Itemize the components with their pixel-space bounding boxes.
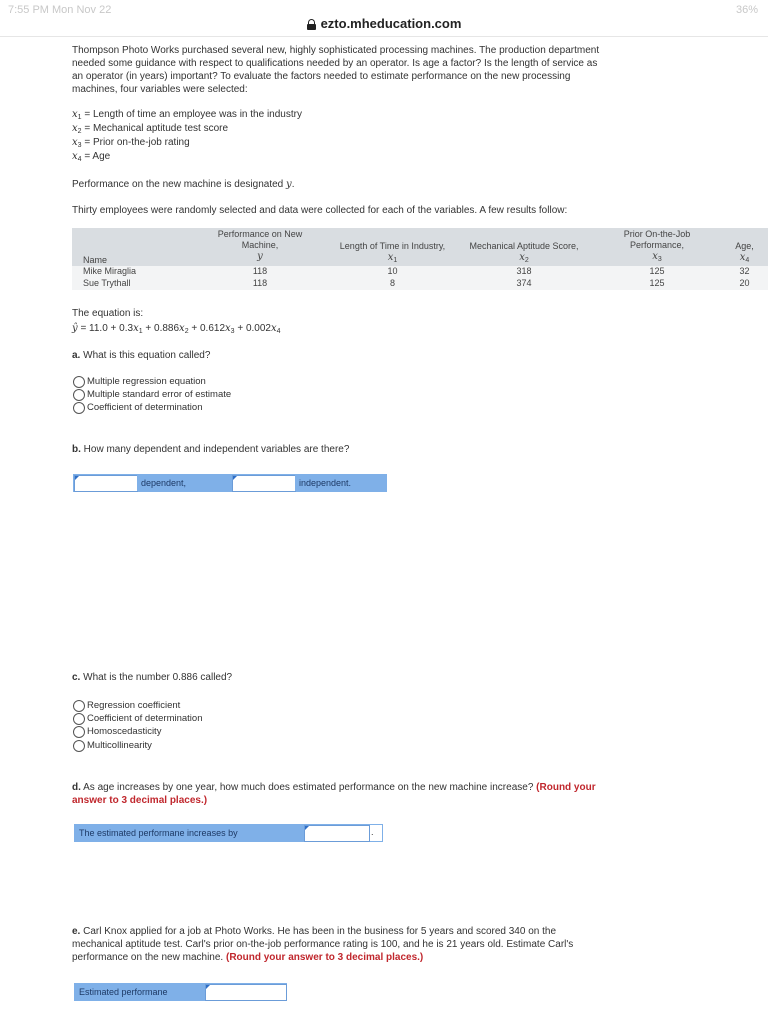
header-mechanical: Mechanical Aptitude Score, $x_2$	[469, 241, 579, 264]
header-age: Age, $x_4$	[735, 241, 754, 264]
table-cell-name: Sue Trythall	[83, 278, 131, 288]
radio-option-a1[interactable]	[73, 376, 85, 388]
variable-x2: $x_2$ = Mechanical aptitude test score	[72, 123, 229, 135]
radio-label-a1[interactable]: Multiple regression equation	[87, 376, 206, 387]
header-prior: Prior On-the-Job Performance, $x_3$	[623, 229, 691, 263]
estimated-increase-input[interactable]	[304, 825, 370, 842]
input-marker-icon	[233, 476, 237, 480]
radio-label-c3[interactable]: Homoscedasticity	[87, 726, 162, 737]
variable-x4: $x_4$ = Age	[72, 151, 111, 163]
regression-equation: ŷ = $11.0 + 0.3x_1 + 0.886x_2 + 0.612x_3 + 0.002x_4$	[72, 323, 281, 335]
question-e: e. Carl Knox applied for a job at Photo Works. He has been in the business for 5 years and scored 340 on the mechanical aptitude test. Carl's prior on-the-job performance rating is 100, and he is 21 years old. Estimate Carl's performance on the new machine. (Round your answer to 3 decimal places.)	[72, 926, 574, 963]
table-cell-x4: 32	[739, 266, 750, 276]
dependent-count-input[interactable]	[74, 475, 138, 492]
header-name: Name	[83, 255, 108, 265]
estimated-performance-label: Estimated performane	[75, 984, 205, 1000]
table-cell-x2: 318	[516, 266, 532, 276]
equation-label: The equation is:	[72, 308, 144, 319]
status-time: 7:55 PM Mon Nov 22	[8, 4, 112, 16]
table-cell-x4: 20	[739, 278, 750, 288]
question-c: c. What is the number 0.886 called?	[72, 672, 233, 683]
table-cell-x3: 125	[649, 266, 665, 276]
radio-option-c2[interactable]	[73, 713, 85, 725]
radio-option-a2[interactable]	[73, 389, 85, 401]
variable-x1: $x_1$ = Length of time an employee was in the industry	[72, 109, 302, 121]
radio-option-c1[interactable]	[73, 700, 85, 712]
radio-label-c4[interactable]: Multicollinearity	[87, 740, 152, 751]
input-marker-icon	[75, 476, 79, 480]
radio-option-c4[interactable]	[73, 740, 85, 752]
performance-note: Performance on the new machine is designated y.	[72, 179, 295, 190]
radio-option-c3[interactable]	[73, 726, 85, 738]
url-text: ezto.mheducation.com	[320, 16, 462, 31]
estimated-increase-label: The estimated performane increases by	[75, 825, 304, 841]
question-b: b. How many dependent and independent variables are there?	[72, 444, 350, 455]
table-cell-y: 118	[252, 278, 268, 288]
independent-count-input[interactable]	[232, 475, 296, 492]
table-cell-x1: 10	[387, 266, 398, 276]
radio-label-c1[interactable]: Regression coefficient	[87, 700, 181, 711]
question-a: a. What is this equation called?	[72, 350, 211, 361]
intro-paragraph: Thompson Photo Works purchased several new, highly sophisticated processing machines. The production department needed some guidance with respect to qualifications needed by an operator. Is age a factor? Is the length of service as an operator (in years) important? To evaluate the factors needed to estimate performance on the new processing machines, four variables were selected:	[72, 45, 600, 95]
header-length: Length of Time in Industry, $x_1$	[339, 241, 446, 264]
variable-x3: $x_3$ = Prior on-the-job rating	[72, 137, 190, 149]
header-performance: Performance on New Machine, y	[217, 229, 303, 262]
table-cell-name: Mike Miraglia	[83, 266, 137, 276]
table-cell-x3: 125	[649, 278, 665, 288]
table-cell-x2: 374	[516, 278, 532, 288]
lock-icon	[307, 19, 316, 29]
radio-label-c2[interactable]: Coefficient of determination	[87, 713, 203, 724]
dependent-label: dependent,	[137, 475, 232, 491]
table-cell-y: 118	[252, 266, 268, 276]
address-bar[interactable]	[0, 14, 768, 37]
independent-label: independent.	[295, 475, 386, 491]
radio-label-a3[interactable]: Coefficient of determination	[87, 402, 203, 413]
radio-label-a2[interactable]: Multiple standard error of estimate	[87, 389, 232, 400]
status-battery: 36%	[735, 4, 758, 16]
estimated-performance-input[interactable]	[205, 984, 287, 1001]
question-d: d. As age increases by one year, how much does estimated performance on the new machine increase? (Round your answer to 3 decimal places.)	[72, 782, 596, 806]
period-suffix: .	[371, 827, 374, 837]
sample-note: Thirty employees were randomly selected and data were collected for each of the variables. A few results follow:	[72, 205, 568, 216]
table-cell-x1: 8	[389, 278, 395, 288]
radio-option-a3[interactable]	[73, 402, 85, 414]
data-table	[72, 228, 768, 290]
input-marker-icon	[206, 985, 210, 989]
input-marker-icon	[305, 826, 309, 830]
